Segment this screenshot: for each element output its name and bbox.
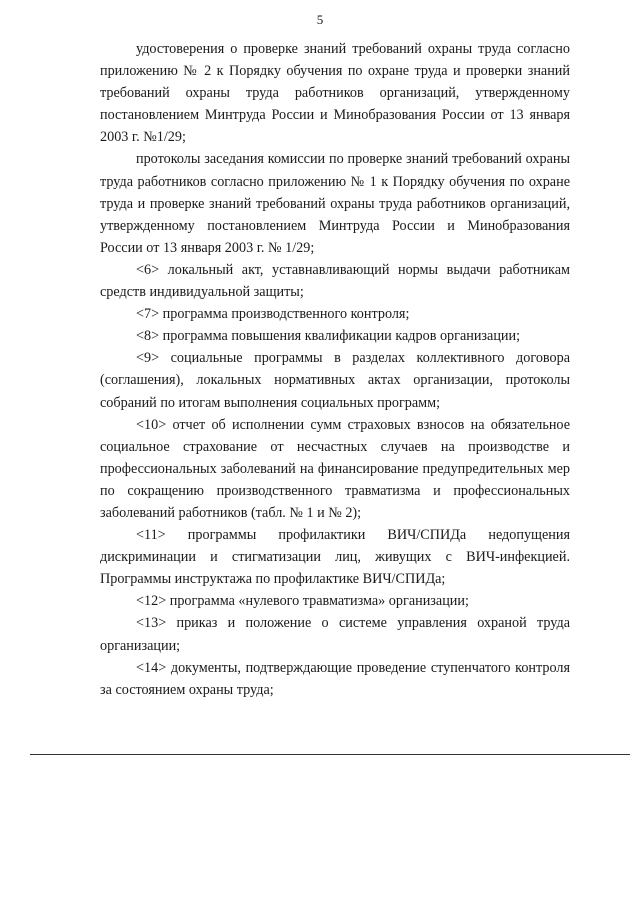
paragraph-item-10: <10> отчет об исполнении сумм страховых взносов на обязательное социальное страхование от несчастных случаев на производстве и профессиональных заболеваний на финансирование предупредительных мер по сокращению производственного травматизма и профессиональных заболеваний работников (табл. № 1 и № 2); (100, 416, 570, 521)
paragraph-item-9: <9> социальные программы в разделах коллективного договора (соглашения), локальных нормативных актах организации, протоколы собраний по итогам выполнения социальных программ; (100, 350, 570, 411)
paragraph-item-12: <12> программа «нулевого травматизма» организации; (136, 593, 469, 610)
paragraph-commission-protocols: протоколы заседания комиссии по проверке знаний требований охраны труда работников согласно приложению № 1 к Порядку обучения по охране труда и проверке знаний требований охраны труда работников организаций, утвержденному постановлением Минтруда России и Минобразования России от 13 января 2003 г. № 1/29; (100, 151, 570, 256)
paragraph-item-7: <7> программа производственного контроля; (136, 306, 410, 323)
page-number: 5 (316, 12, 324, 27)
paragraph-item-8: <8> программа повышения квалификации кадров организации; (136, 328, 521, 345)
paragraph-certificates: удостоверения о проверке знаний требований охраны труда согласно приложению № 2 к Порядку обучения по охране труда и проверки знаний требований охраны труда работников организаций, утвержденному постановлением Минтруда России и Минобразования России от 13 января 2003 г. №1/29; (100, 41, 570, 146)
paragraph-item-14: <14> документы, подтверждающие проведение ступенчатого контроля за состоянием охраны труда; (100, 659, 570, 698)
document-body (100, 38, 570, 701)
paragraph-item-6: <6> локальный акт, уставнавливающий нормы выдачи работникам средств индивидуальной защиты; (100, 261, 570, 301)
paragraph-item-13: <13> приказ и положение о системе управления охраной труда организации; (100, 615, 570, 654)
footnote-separator-line (30, 754, 630, 755)
paragraph-item-11: <11> программы профилактики ВИЧ/СПИДа недопущения дискриминации и стигматизации лиц, живущих с ВИЧ-инфекцией. Программы инструктажа по профилактике ВИЧ/СПИДа; (100, 527, 570, 588)
